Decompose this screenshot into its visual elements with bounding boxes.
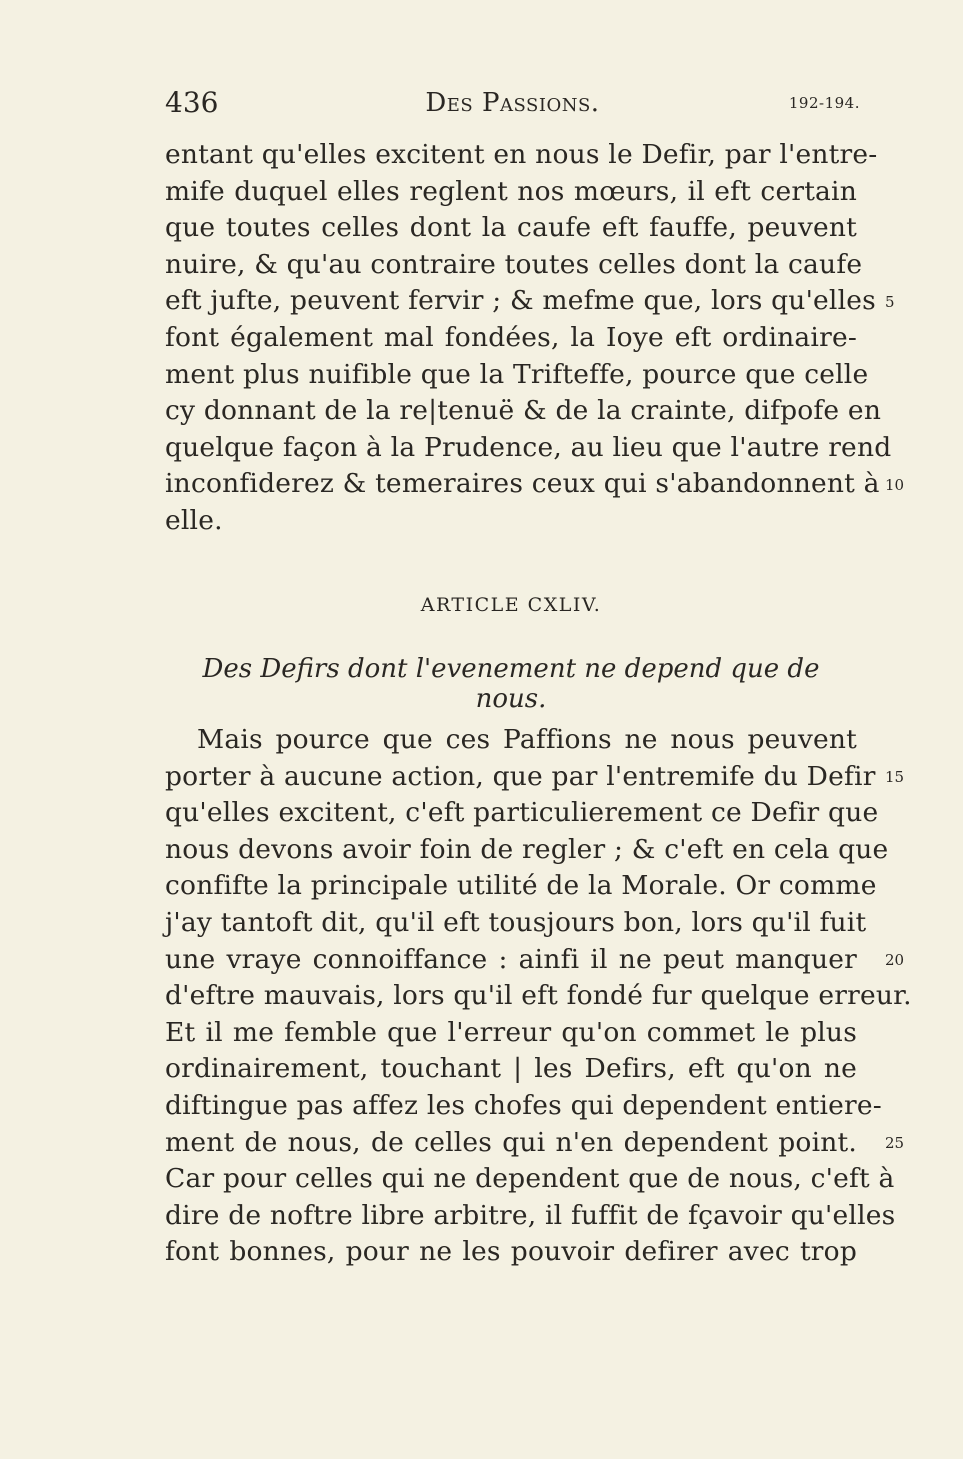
text-line: ment de nous, de celles qui n'en dependent point. <box>165 1126 857 1158</box>
text-line: j'ay tantoft dit, qu'il eft tousjours bon, lors qu'il fuit <box>165 906 867 938</box>
text-line: nuire, & qu'au contraire toutes celles dont la caufe <box>165 248 863 280</box>
text-line: une vraye connoiffance : ainfi il ne peut manquer <box>165 943 857 975</box>
line-number-marker: 10 <box>885 476 905 494</box>
text-line: d'eftre mauvais, lors qu'il eft fondé fur quelque erreur. <box>165 980 912 1012</box>
text-line: confifte la principale utilité de la Morale. Or comme <box>165 870 877 902</box>
text-line: entant qu'elles excitent en nous le Defir, par l'entre- <box>165 139 878 170</box>
text-line: Et il me femble que l'erreur qu'on commet le plus <box>165 1016 857 1048</box>
line-number-marker: 15 <box>885 768 905 786</box>
article-subtitle: Des Defirs dont l'evenement ne depend que de nous. <box>202 654 820 714</box>
paragraph-continuation <box>165 137 892 540</box>
text-line: ordinairement, touchant | les Defirs, eft qu'on ne <box>165 1053 857 1085</box>
text-line: eft jufte, peuvent fervir ; & mefme que, lors qu'elles <box>165 285 876 317</box>
text-line: Mais pource que ces Paffions ne nous peuvent <box>197 724 857 755</box>
text-line: que toutes celles dont la caufe eft fauffe, peuvent <box>165 212 857 244</box>
article-title: ARTICLE CXLIV. <box>420 594 602 616</box>
text-line: dire de noftre libre arbitre, il fuffit de fçavoir qu'elles <box>165 1199 896 1231</box>
text-line: ment plus nuifible que la Trifteffe, pource que celle <box>165 358 869 390</box>
text-line: diftingue pas affez les chofes qui dependent entiere- <box>165 1089 882 1121</box>
line-number-marker: 5 <box>885 293 895 311</box>
section-range: 192-194. <box>788 94 860 112</box>
page-header <box>165 86 860 126</box>
text-line: mife duquel elles reglent nos mœurs, il eft certain <box>165 175 857 207</box>
line-number-marker: 20 <box>885 951 905 969</box>
text-line: Car pour celles qui ne dependent que de nous, c'eft à <box>165 1163 895 1195</box>
text-line: quelque façon à la Prudence, au lieu que l'autre rend <box>165 431 892 463</box>
text-line: font bonnes, pour ne les pouvoir defirer avec trop <box>165 1236 857 1268</box>
page-number: 436 <box>165 86 219 119</box>
text-line: porter à aucune action, que par l'entremife du Defir <box>165 760 876 792</box>
line-number-marker: 25 <box>885 1134 905 1152</box>
text-line: elle. <box>165 504 223 536</box>
running-title: Des Passions. <box>425 88 600 118</box>
text-line: cy donnant de la re|tenuë & de la crainte, difpofe en <box>165 395 882 427</box>
text-line: inconfiderez & temeraires ceux qui s'abandonnent à <box>165 468 880 500</box>
text-line: nous devons avoir foin de regler ; & c'eft en cela que <box>165 833 889 865</box>
text-line: qu'elles excitent, c'eft particulierement ce Defir que <box>165 797 879 829</box>
text-line: font également mal fondées, la Ioye eft ordinaire- <box>165 321 857 353</box>
